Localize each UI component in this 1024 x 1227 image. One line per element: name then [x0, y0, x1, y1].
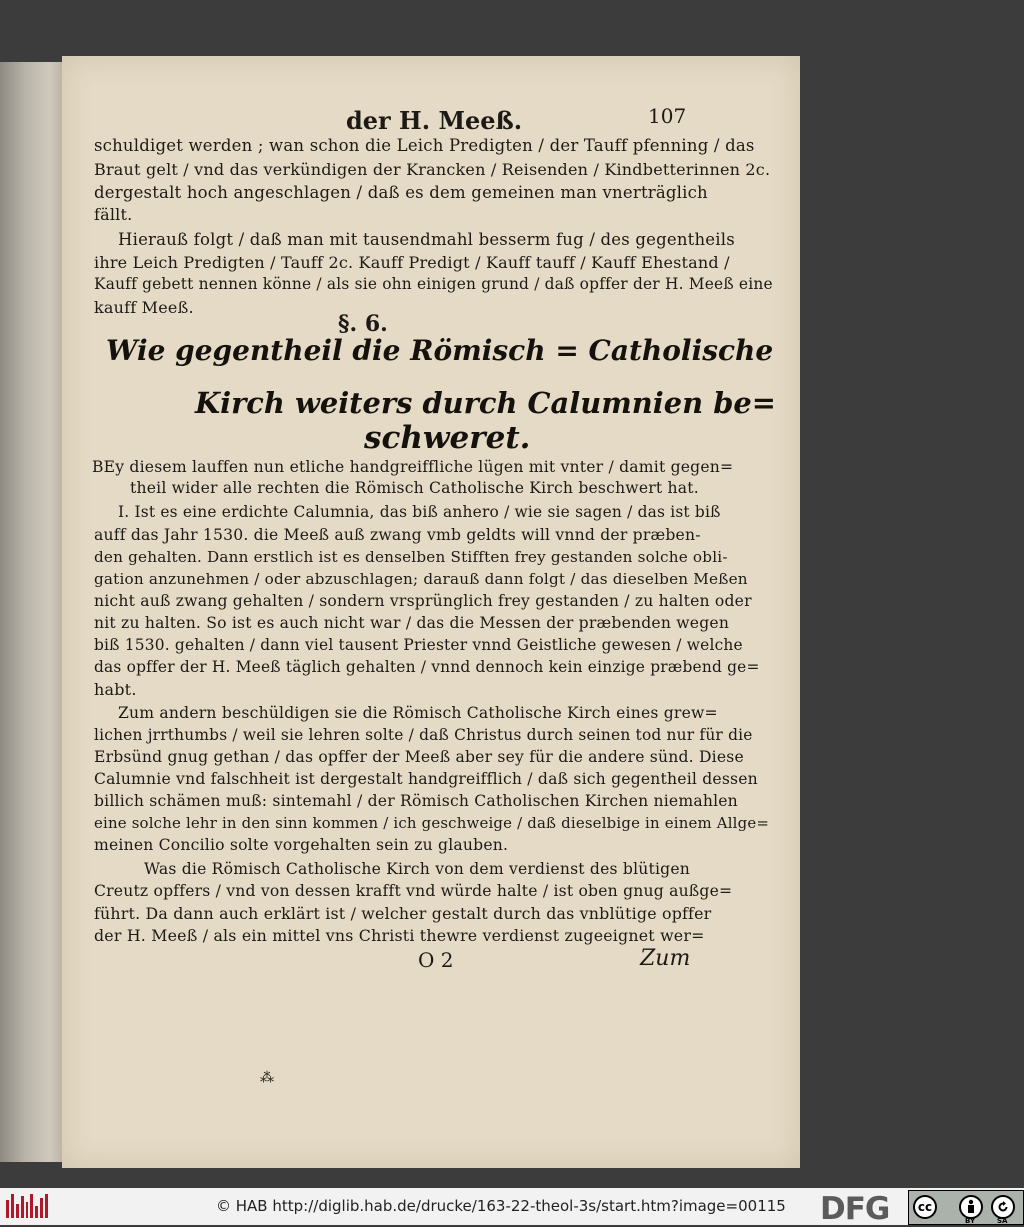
body-line: gation anzunehmen / oder abzuschlagen; darauß dann folgt / das dieselben Meßen [94, 570, 748, 588]
cc-icon: cc [913, 1195, 937, 1219]
text-line: dergestalt hoch angeschlagen / daß es dem gemeinen man vnerträglich [94, 183, 708, 202]
body-line: führt. Da dann auch erklärt ist / welcher gestalt durch das vnblütige opffer [94, 904, 712, 923]
body-line: nit zu halten. So ist es auch nicht war / das die Messen der præbenden wegen [94, 614, 730, 632]
section-mark: §. 6. [338, 311, 388, 337]
body-line: lichen jrrthumbs / weil sie lehren solte / daß Christus durch seinen tod nur für die [94, 726, 753, 744]
body-line: Was die Römisch Catholische Kirch von dem verdienst des blütigen [144, 860, 691, 878]
scanned-page [62, 56, 800, 1168]
chapter-heading-line-3: schweret. [364, 420, 531, 456]
catchword: Zum [640, 946, 691, 971]
text-line: Hierauß folgt / daß man mit tausendmahl besserm fug / des gegentheils [118, 230, 735, 249]
body-line: Calumnie vnd falschheit ist dergestalt handgreifflich / daß sich gegentheil dessen [94, 770, 758, 788]
printer-ornament: ⁂ [260, 1070, 274, 1086]
body-line: theil wider alle rechten die Römisch Catholische Kirch beschwert hat. [130, 479, 699, 497]
book-page-edges [0, 62, 63, 1162]
signature-mark: O 2 [418, 948, 454, 972]
body-line: der H. Meeß / als ein mittel vns Christi thewre verdienst zugeeignet wer= [94, 926, 705, 945]
running-head: der H. Meeß. [346, 106, 523, 135]
body-line: den gehalten. Dann erstlich ist es denselben Stifften frey gestanden solche obli- [94, 548, 728, 566]
text-line: fällt. [94, 205, 133, 224]
footer-source-link[interactable]: © HAB http://diglib.hab.de/drucke/163-22-theol-3s/start.htm?image=00115 [216, 1197, 786, 1215]
body-line: billich schämen muß: sintemahl / der Römisch Catholischen Kirchen niemahlen [94, 792, 738, 810]
text-line: ihre Leich Predigten / Tauff 2c. Kauff Predigt / Kauff tauff / Kauff Ehestand / [94, 253, 730, 272]
sa-label: SA [997, 1217, 1008, 1225]
body-line: biß 1530. gehalten / dann viel tausent Priester vnnd Geistliche gewesen / welche [94, 636, 743, 654]
dfg-logo: DFG [820, 1191, 890, 1227]
text-line: Braut gelt / vnd das verkündigen der Krancken / Reisenden / Kindbetterinnen 2c. [94, 160, 771, 179]
body-line: habt. [94, 680, 137, 699]
body-line: meinen Concilio solte vorgehalten sein zu glauben. [94, 836, 509, 854]
body-line: Creutz opffers / vnd von dessen krafft vnd würde halte / ist oben gnug außge= [94, 882, 733, 900]
chapter-heading-line-2: Kirch weiters durch Calumnien be= [195, 386, 777, 420]
hab-logo-icon [6, 1194, 48, 1218]
body-line: Erbsünd gnug gethan / das opffer der Meeß aber sey für die andere sünd. Diese [94, 748, 744, 766]
sa-icon [991, 1195, 1015, 1219]
by-label: BY [965, 1217, 976, 1225]
cc-license-badge[interactable] [908, 1190, 1024, 1225]
body-line: eine solche lehr in den sinn kommen / ich geschweige / daß dieselbige in einem Allge= [94, 814, 770, 832]
footer-bar [0, 1188, 1024, 1225]
body-line: Zum andern beschüldigen sie die Römisch Catholische Kirch eines grew= [118, 704, 718, 722]
text-line: schuldiget werden ; wan schon die Leich Predigten / der Tauff pfenning / das [94, 136, 755, 155]
chapter-heading-line-1: Wie gegentheil die Römisch = Catholische [106, 334, 774, 367]
text-line: Kauff gebett nennen könne / als sie ohn einigen grund / daß opffer der H. Meeß eine [94, 275, 773, 293]
body-line: auff das Jahr 1530. die Meeß auß zwang vmb geldts will vnnd der præben- [94, 526, 701, 544]
body-line: das opffer der H. Meeß täglich gehalten / vnnd dennoch kein einzige præbend ge= [94, 658, 760, 676]
page-number: 107 [648, 104, 687, 128]
body-line: nicht auß zwang gehalten / sondern vrsprünglich frey gestanden / zu halten oder [94, 592, 752, 610]
body-line: I. Ist es eine erdichte Calumnia, das biß anhero / wie sie sagen / das ist biß [118, 503, 721, 521]
text-line: kauff Meeß. [94, 298, 194, 317]
body-line: BEy diesem lauffen nun etliche handgreiffliche lügen mit vnter / damit gegen= [92, 458, 734, 476]
by-icon [959, 1195, 983, 1219]
